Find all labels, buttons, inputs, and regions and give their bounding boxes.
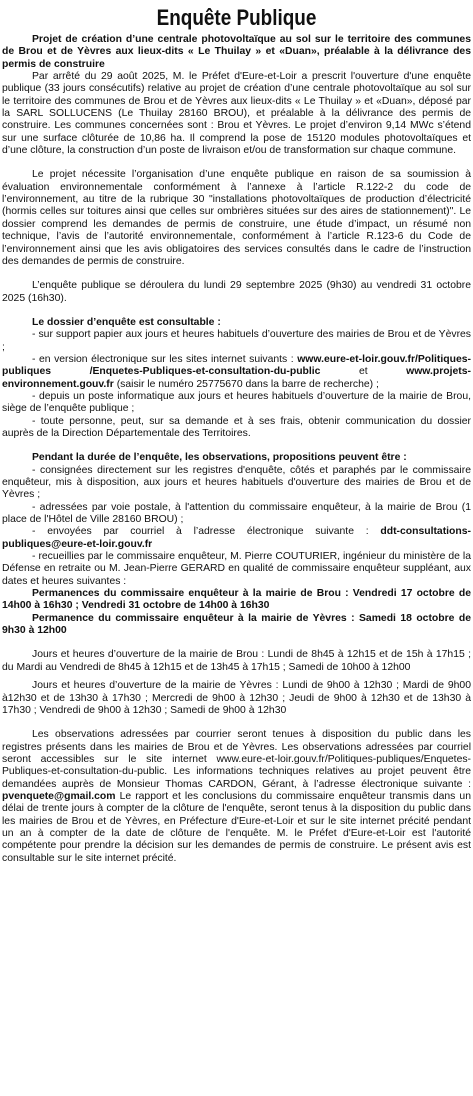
dossier-item-paper: - sur support papier aux jours et heures habituels d’ouverture des mairies de Brou et de Yèvres ;	[2, 329, 471, 353]
page-title: Enquête Publique	[156, 5, 317, 30]
permanences-yevres: Permanence du commissaire enquêteur à la mairie de Yèvres : Samedi 18 octobre de 9h30 à 12h00	[2, 612, 471, 637]
observations-item-post: - adressées par voie postale, à l'attention du commissaire enquêteur, à la mairie de Brou (1 place de l'Hôtel de Ville 28160 BROU) ;	[2, 501, 471, 526]
dossier-heading: Le dossier d’enquête est consultable :	[32, 316, 221, 328]
final-paragraph	[2, 729, 471, 865]
opening-hours-brou: Jours et heures d’ouverture de la mairie de Brou : Lundi de 8h45 à 12h15 et de 15h à 17h15 ; du Mardi au Vendredi de 8h45 à 12h15 et de 13h45 à 17h15 ; Samedi de 10h00 à 12h00	[2, 649, 471, 673]
inquiry-dates-paragraph: L’enquête publique se déroulera du lundi 29 septembre 2025 (9h30) au vendredi 31 octobre 2025 (16h30).	[2, 280, 471, 304]
observations-heading: Pendant la durée de l’enquête, les observations, propositions peuvent être :	[32, 452, 407, 464]
dossier-item-electronic-text: - en version électronique sur les sites internet suivants :	[32, 353, 298, 365]
dossier-item-computer: - depuis un poste informatique aux jours et heures habituels d’ouverture de la mairie de Brou, siège de l’enquête publique ;	[2, 390, 471, 415]
ddt-email-link[interactable]: ddt-consultations-publiques@eure-et-loir.gouv.fr	[2, 526, 471, 550]
pvenquete-email-link[interactable]: pvenquete@gmail.com	[2, 790, 116, 802]
opening-hours-yevres: Jours et heures d’ouverture de la mairie de Yèvres : Lundi de 9h00 à 12h30 ; Mardi de 9h00 à12h30 et de 13h30 à 17h30 ; Mercredi de 9h00 à 12h30 ; Jeudi de 9h00 à 12h30 et de 13h30 à 17h30 ; Vendredi de 9h00 à 12h30 ; Samedi de 9h00 à 12h30	[2, 680, 471, 716]
dossier-item-electronic	[2, 354, 471, 391]
final-paragraph-text: Les observations adressées par courrier seront tenues à disposition du public dans les registres présents dans les mairies de Brou et de Yèvres. Les observations adressées par courriel seront accessibles sur le site internet www.eure-et-loir.gouv.fr/Politiques-publiques/Enquetes-Publiques-et-consultation-du-public. Les informations techniques relatives au projet peuvent être demandées auprès de Monsieur Thomas CARDON, Gérant, à l’adresse électronique suivante :	[2, 729, 471, 790]
project-heading: Projet de création d’une centrale photovoltaïque au sol sur le territoire des communes de Brou et de Yèvres aux lieux-dits « Le Thuilay » et «Duan», préalable à la délivrance des permis de construire	[2, 34, 471, 70]
dossier-item-request: - toute personne, peut, sur sa demande et à ses frais, obtenir communication du dossier auprès de la Direction Départementale des Territoires.	[2, 415, 471, 439]
decree-paragraph: Par arrêté du 29 août 2025, M. le Préfet d'Eure-et-Loir a prescrit l'ouverture d'une enquête publique (33 jours consécutifs) relative au projet de création d’une centrale photovoltaïque au sol sur le territoire des communes de Brou et de Yèvres aux lieux-dits « Le Thuilay » et «Duan», déposé par la SARL SOLLUCENS (Le Thuilay 28160 BROU), et préalable à la délivrance des permis de construire. Les communes concernées sont : Brou et Yèvres. Le projet d’environ 9,14 MWc s’étend sur une surface clôturée de 10,86 ha. Il comprend la pose de 15120 modules photovoltaïques et d’une clôture, la construction d’un poste de livraison et/ou de transformation sur chaque commune.	[2, 71, 471, 157]
observations-item-commissioner: - recueillies par le commissaire enquêteur, M. Pierre COUTURIER, ingénieur du ministère de la Défense en retraite ou M. Jean-Pierre GERARD en qualité de commissaire enquêteur suppléant, aux dates et heures suivantes :	[2, 551, 471, 587]
observations-item-email	[2, 526, 471, 551]
observations-item-registers: - consignées directement sur les registres d'enquête, côtés et paraphés par le commissaire enquêteur, mis à disposition, aux jours et heures habituels d'ouverture des mairies de Brou et de Yèvres ;	[2, 464, 471, 501]
final-paragraph-report: Le rapport et les conclusions du commissaire enquêteur transmis dans un délai de trente jours à compter de la clôture de l'enquête, seront tenus à la disposition du public dans les mairies de Brou et de Yèvres, en Préfecture d'Eure-et-Loir et sur le site internet précité pendant un an à compter de la date de clôture de l'enquête. M. le Préfet d'Eure-et-Loir est l'autorité compétente pour prendre la décision sur les demandes de permis de construire. Le présent avis est consultable sur le site internet précité.	[2, 790, 471, 864]
observations-email-text: - envoyées par courriel à l’adresse électronique suivante :	[32, 526, 381, 538]
projets-environnement-link[interactable]: www.projets-environnement.gouv.fr	[2, 366, 471, 390]
assessment-paragraph: Le projet nécessite l’organisation d’une enquête publique en raison de sa soumission à évaluation environnementale conformément à l’annexe à l’article R.122-2 du code de l’environnement, au titre de la rubrique 30 "installations photovoltaïques de production d’électricité (hormis celles sur toitures ainsi que celles sur ombrières situées sur des aires de stationnement)". Le dossier comprend les demandes de permis de construire, une étude d’impact, un résumé non technique, l’avis de l’autorité environnementale, conformément à l’article R.123-6 du Code de l’environnement ainsi que les avis obligatoires des services consultés dans le cadre de l’instruction des demandes de permis de construire.	[2, 169, 471, 267]
dossier-item-electronic-search: (saisir le numéro 25775670 dans la barre de recherche) ;	[113, 378, 379, 390]
prefecture-link[interactable]: www.eure-et-loir.gouv.fr/Politiques-publiques /Enquetes-Publiques-et-consultation-du-public	[2, 353, 471, 378]
dossier-item-electronic-and: et	[320, 366, 407, 378]
permanences-brou: Permanences du commissaire enquêteur à la mairie de Brou : Vendredi 17 octobre de 14h00 à 16h30 ; Vendredi 31 octobre de 14h00 à 16h30	[2, 588, 471, 612]
